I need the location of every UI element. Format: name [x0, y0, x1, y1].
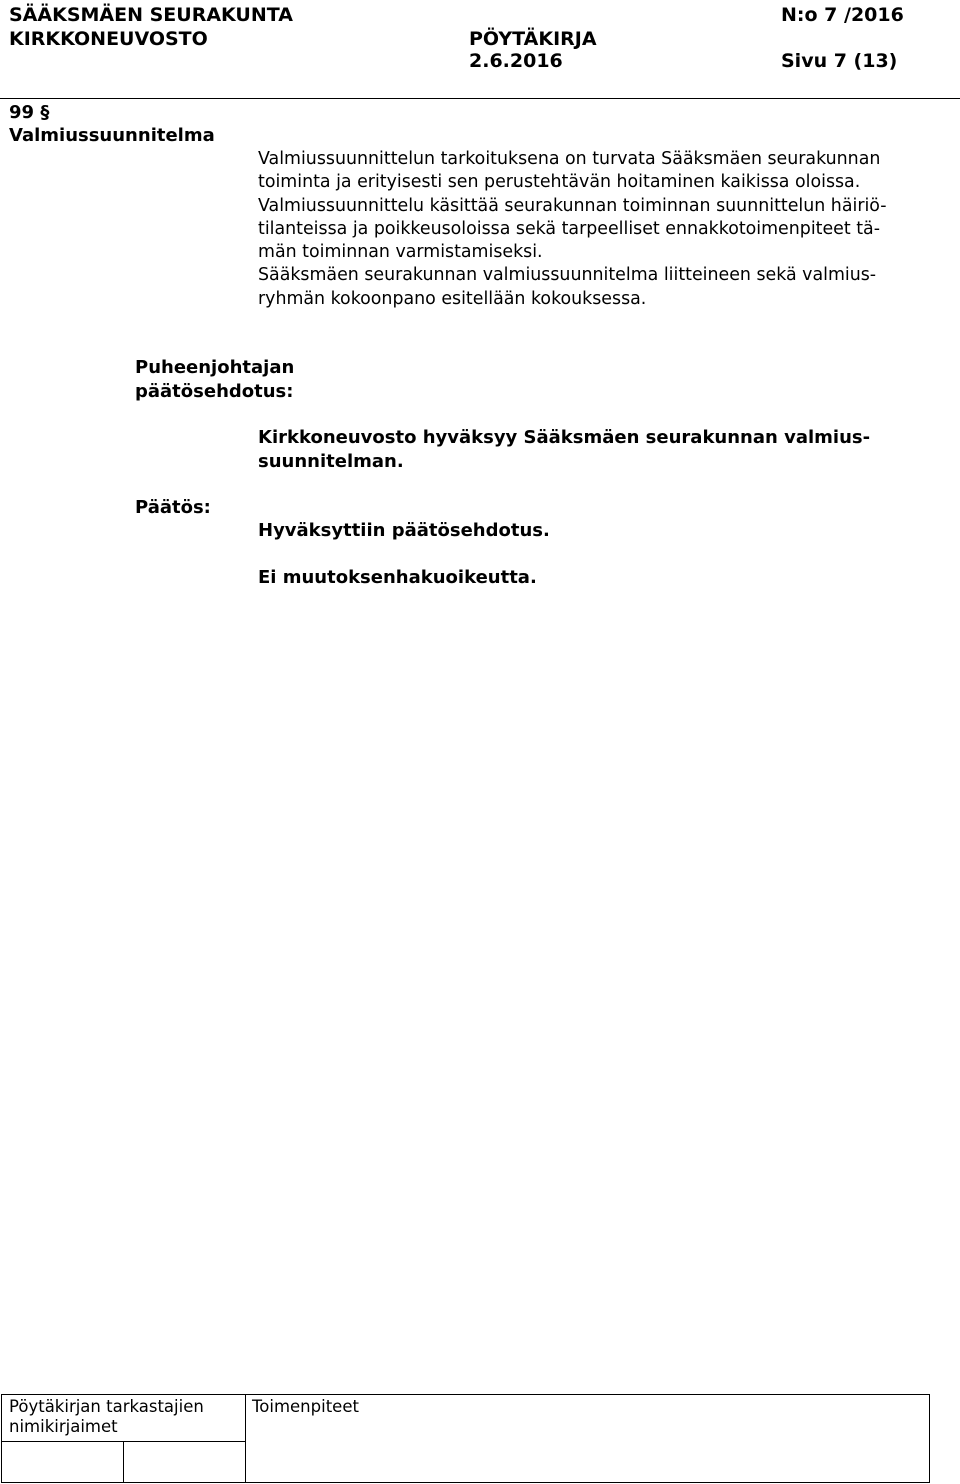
- appeal-notice: Ei muutoksenhakuoikeutta.: [258, 567, 537, 588]
- proposal-text-line: Kirkkoneuvosto hyväksyy Sääksmäen seurakunnan valmius-: [258, 427, 871, 448]
- header-divider: [0, 98, 960, 99]
- proposal-text-line: suunnitelman.: [258, 451, 404, 472]
- signature-box: [124, 1442, 246, 1483]
- section-heading: [9, 101, 49, 124]
- meeting-date: 2.6.2016: [469, 50, 563, 72]
- organization-name: SÄÄKSMÄEN SEURAKUNTA: [9, 4, 293, 26]
- governing-body-name: KIRKKONEUVOSTO: [9, 28, 208, 50]
- section-number: 99: [9, 102, 35, 123]
- decision-label: Päätös:: [135, 497, 211, 518]
- proposal-label: [135, 356, 294, 404]
- actions-label: Toimenpiteet: [252, 1397, 359, 1416]
- section-title: Valmiussuunnitelma: [9, 125, 215, 146]
- minutes-number: N:o 7 /2016: [781, 4, 904, 26]
- actions-cell: [246, 1395, 930, 1483]
- proposal-label-line: päätösehdotus:: [135, 381, 294, 402]
- paragraph-line: Valmiussuunnittelu käsittää seurakunnan toiminnan suunnittelun häiriö-: [258, 195, 887, 216]
- proposal-text: [258, 426, 870, 474]
- paragraph-line: toiminta ja erityisesti sen perustehtävän hoitaminen kaikissa oloissa.: [258, 172, 861, 193]
- paragraph-line: män toiminnan varmistamiseksi.: [258, 242, 543, 263]
- signatures-label-line: Pöytäkirjan tarkastajien: [9, 1397, 204, 1416]
- section-symbol: §: [40, 102, 50, 123]
- paragraph-line: Valmiussuunnittelun tarkoituksena on turvata Sääksmäen seurakunnan: [258, 149, 881, 169]
- section-paragraph: [258, 148, 948, 311]
- proposal-label-line: Puheenjohtajan: [135, 357, 295, 378]
- paragraph-line: ryhmän kokoonpano esitellään kokouksessa.: [258, 288, 647, 309]
- page-number: Sivu 7 (13): [781, 50, 898, 72]
- paragraph-line: Sääksmäen seurakunnan valmiussuunnitelma liitteineen sekä valmius-: [258, 265, 877, 286]
- signatures-label-cell: [2, 1395, 246, 1442]
- signatures-label-line: nimikirjaimet: [9, 1417, 118, 1436]
- signature-box: [2, 1442, 124, 1483]
- paragraph-line: tilanteissa ja poikkeusoloissa sekä tarpeelliset ennakkotoimenpiteet tä-: [258, 218, 880, 239]
- decision-text: Hyväksyttiin päätösehdotus.: [258, 520, 550, 541]
- document-type: PÖYTÄKIRJA: [469, 28, 597, 50]
- footer-table: [1, 1394, 930, 1483]
